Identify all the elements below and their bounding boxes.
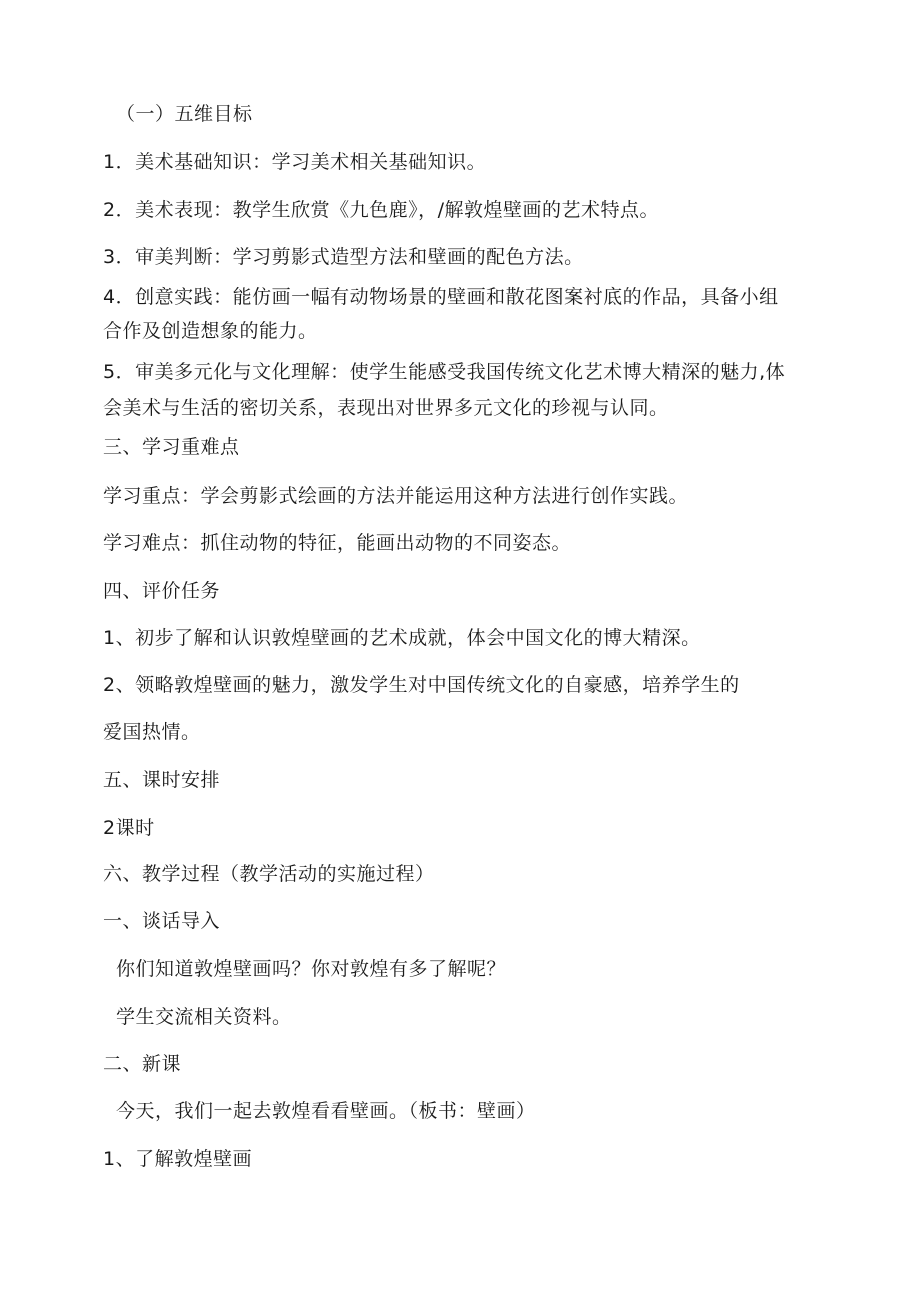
section-heading-key-points: 三、学习重难点 [103,436,240,458]
process-step-2-text: 今天，我们一起去敦煌看看壁画。（板书：壁画） [116,1100,536,1122]
key-point: 学习重点：学会剪影式绘画的方法并能运用这种方法进行创作实践。 [103,485,689,507]
process-step-1-text-a: 你们知道敦煌壁画吗？你对敦煌有多了解呢？ [116,958,507,980]
goal-item-3: 3．审美判断：学习剪影式造型方法和壁画的配色方法。 [103,246,584,268]
process-substep-1: 1、了解敦煌壁画 [103,1148,253,1170]
goal-item-5-continued: 会美术与生活的密切关系，表现出对世界多元文化的珍视与认同。 [103,397,669,419]
section-heading-process: 六、教学过程（教学活动的实施过程） [103,863,435,885]
process-step-1-text-b: 学生交流相关资料。 [116,1006,292,1028]
process-step-2-heading: 二、新课 [103,1053,182,1075]
evaluation-item-1: 1、初步了解和认识敦煌壁画的艺术成就，体会中国文化的博大精深。 [103,627,701,649]
section-heading-schedule: 五、课时安排 [103,769,221,791]
goal-item-2: 2．美术表现：教学生欣赏《九色鹿》，/解敦煌壁画的艺术特点。 [103,199,659,221]
subheading-five-goals: （一）五维目标 [116,103,253,125]
schedule-value: 2课时 [103,817,155,839]
section-heading-evaluation: 四、评价任务 [103,580,221,602]
goal-item-1: 1．美术基础知识：学习美术相关基础知识。 [103,151,487,173]
goal-item-4-continued: 合作及创造想象的能力。 [103,320,318,342]
evaluation-item-2-continued: 爱国热情。 [103,721,201,743]
evaluation-item-2: 2、领略敦煌壁画的魅力，激发学生对中国传统文化的自豪感，培养学生的 [103,674,740,696]
process-step-1-heading: 一、谈话导入 [103,910,221,932]
goal-item-5: 5．审美多元化与文化理解：使学生能感受我国传统文化艺术博大精深的魅力,体 [103,361,786,383]
goal-item-4: 4．创意实践：能仿画一幅有动物场景的壁画和散花图案衬底的作品，具备小组 [103,286,779,308]
difficult-point: 学习难点：抓住动物的特征，能画出动物的不同姿态。 [103,532,572,554]
